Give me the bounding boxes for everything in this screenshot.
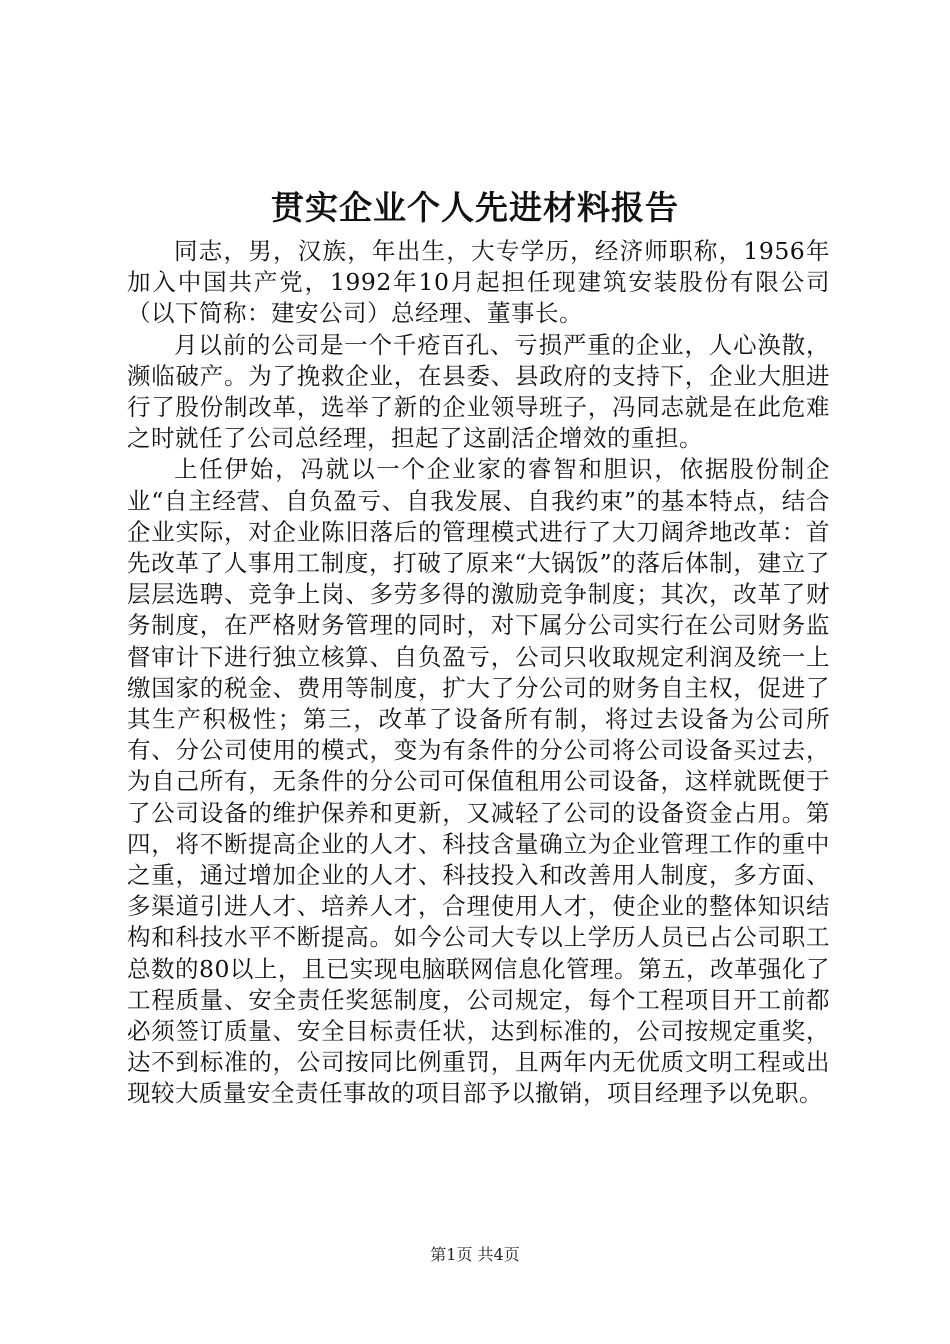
page-footer: 第1页 共4页 <box>430 1245 520 1264</box>
paragraph-2: 月以前的公司是一个千疮百孔、亏损严重的企业，人心涣散，濒临破产。为了挽救企业，在县委、县政府的支持下，企业大胆进行了股份制改革，选举了新的企业领导班子，冯同志就是在此危难之时就任了公司总经理，担起了这副活企增效的重担。 <box>127 330 830 453</box>
document-body <box>127 236 830 1110</box>
paragraph-3: 上任伊始，冯就以一个企业家的睿智和胆识，依据股份制企业“自主经营、自负盈亏、自我发展、自我约束”的基本特点，结合企业实际，对企业陈旧落后的管理模式进行了大刀阔斧地改革：首先改革了人事用工制度，打破了原来“大锅饭”的落后体制，建立了层层选聘、竞争上岗、多劳多得的激励竞争制度；其次，改革了财务制度，在严格财务管理的同时，对下属分公司实行在公司财务监督审计下进行独立核算、自负盈亏，公司只收取规定利润及统一上缴国家的税金、费用等制度，扩大了分公司的财务自主权，促进了其生产积极性；第三，改革了设备所有制，将过去设备为公司所有、分公司使用的模式，变为有条件的分公司将公司设备买过去，为自己所有，无条件的分公司可保值租用公司设备，这样就既便于了公司设备的维护保养和更新，又减轻了公司的设备资金占用。第四，将不断提高企业的人才、科技含量确立为企业管理工作的重中之重，通过增加企业的人才、科技投入和改善用人制度，多方面、多渠道引进人才、培养人才，合理使用人才，使企业的整体知识结构和科技水平不断提高。如今公司大专以上学历人员已占公司职工总数的80以上，且已实现电脑联网信息化管理。第五，改革强化了工程质量、安全责任奖惩制度，公司规定，每个工程项目开工前都必须签订质量、安全目标责任状，达到标准的，公司按规定重奖，达不到标准的，公司按同比例重罚，且两年内无优质文明工程或出现较大质量安全责任事故的项目部予以撤销，项目经理予以免职。 <box>127 455 830 1108</box>
document-title: 贯实企业个人先进材料报告 <box>271 188 679 227</box>
paragraph-1: 同志，男，汉族，年出生，大专学历，经济师职称，1956年加入中国共产党，1992年10月起担任现建筑安装股份有限公司（以下简称：建安公司）总经理、董事长。 <box>127 237 830 328</box>
